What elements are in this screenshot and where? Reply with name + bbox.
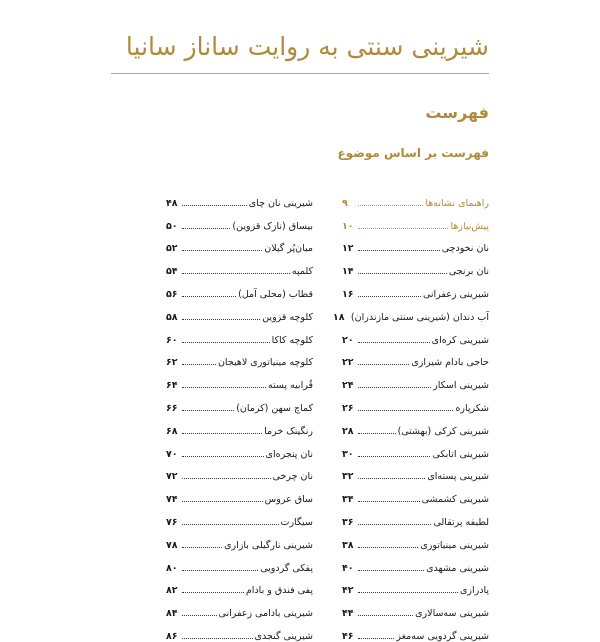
toc-leader-dots [358,296,421,297]
toc-entry[interactable] [166,209,313,232]
toc-entry-page: ۳۰ [342,448,354,460]
toc-entry-label: کلوچه کاکا [271,334,313,346]
toc-entry-label: قطاب (محلی آمل) [238,288,313,300]
toc-entry-label: کلوچه قزوین [262,311,313,323]
toc-entry[interactable] [342,596,489,619]
toc-entry-label: میان‌پُر گیلان [264,243,313,255]
toc-entry-page: ۵۰ [166,220,178,232]
toc-entry-label: قُرابیه پسته [267,380,313,392]
toc-entry[interactable] [166,596,313,619]
toc-entry-label: شیرینی کشمشی [421,494,489,506]
toc-entry[interactable] [342,209,489,232]
toc-entry-page: ۶۰ [166,334,178,346]
toc-entry[interactable] [342,391,489,414]
toc-entry-label: نان برنجی [448,266,489,278]
toc-entry[interactable] [166,254,313,277]
toc-leader-dots [358,205,423,206]
toc-entry-label: نان نخودچی [441,243,489,255]
toc-entry[interactable] [342,414,489,437]
toc-leader-dots [358,547,418,548]
toc-entry-label: شیرینی کرکی (بهشتی) [397,425,489,437]
toc-entry-page: ۱۸ [332,311,345,323]
toc-leader-dots [182,478,271,479]
title-divider [111,73,489,74]
toc-entry[interactable] [342,186,489,209]
toc-leader-dots [358,250,440,251]
toc-entry-label: حاجی بادام شیرازی [411,357,489,369]
toc-entry[interactable] [342,551,489,574]
toc-entry-label: رنگینک خرما [264,425,313,437]
toc-entry-page: ۸۲ [166,585,178,597]
toc-leader-dots [182,501,263,502]
toc-leader-dots [182,205,247,206]
toc-entry-page: ۱۶ [342,288,354,300]
toc-entry[interactable] [166,414,313,437]
toc-entry-label: پادرازی [459,585,489,597]
toc-entry[interactable] [166,300,313,323]
toc-column-right [332,186,489,642]
toc-leader-dots [358,410,453,411]
toc-entry-page: ۹ [342,197,348,209]
toc-entry[interactable] [166,186,313,209]
toc-leader-dots [358,387,431,388]
toc-entry-label: شیرینی نارگیلی بازاری [224,539,313,551]
toc-entry-page: ۴۲ [342,585,354,597]
toc-leader-dots [358,433,396,434]
toc-entry-page: ۷۰ [166,448,178,460]
toc-entry-label: سیگارت [280,516,313,528]
toc-entry-page: ۶۶ [166,402,178,414]
index-heading: فهرست [425,103,489,122]
toc-leader-dots [358,273,447,274]
toc-leader-dots [358,456,430,457]
toc-entry-page: ۱۲ [342,243,354,255]
toc-entry-label: شیرینی کره‌ای [431,334,489,346]
toc-entry-page: ۴۴ [342,608,354,620]
toc-leader-dots [358,364,409,365]
toc-leader-dots [182,456,264,457]
toc-entry-label: شیرینی گنجدی [254,630,313,642]
toc-leader-dots [358,615,413,616]
toc-leader-dots [182,592,244,593]
toc-entry[interactable] [342,232,489,255]
subject-index-heading: فهرست بر اساس موضوع [337,146,489,160]
toc-leader-dots [182,410,234,411]
toc-entry[interactable] [166,482,313,505]
toc-entry[interactable] [342,254,489,277]
toc-entry-page: ۴۸ [166,197,178,209]
toc-entry-label: کلمپه [291,266,313,278]
toc-entry[interactable] [342,368,489,391]
toc-leader-dots [358,501,420,502]
toc-entry-label: ساق عروس [264,494,313,506]
toc-entry[interactable] [342,528,489,551]
toc-leader-dots [358,524,431,525]
toc-entry-page: ۴۰ [342,562,354,574]
toc-entry-label: شیرینی نان چای [248,197,313,209]
toc-entry[interactable] [342,437,489,460]
toc-entry-page: ۲۶ [342,402,354,414]
toc-entry-label: پیش‌نیازها [450,220,489,232]
toc-entry-page: ۵۸ [166,311,178,323]
toc-entry-label: شیرینی مینیاتوری [420,539,489,551]
toc-entry-label: شیرینی زعفرانی [422,288,489,300]
toc-entry-page: ۳۸ [342,539,354,551]
toc-entry-label: بیساق (نازک قزوین) [232,220,313,232]
toc-entry[interactable] [342,346,489,369]
toc-entry-page: ۵۴ [166,266,178,278]
toc-entry[interactable] [166,368,313,391]
toc-entry-page: ۴۶ [342,630,354,642]
toc-entry[interactable] [166,323,313,346]
toc-entry[interactable] [166,437,313,460]
toc-entry[interactable] [166,232,313,255]
toc-leader-dots [182,638,253,639]
toc-leader-dots [182,228,230,229]
toc-leader-dots [182,364,216,365]
toc-entry[interactable] [342,323,489,346]
toc-entry[interactable] [166,277,313,300]
toc-entry-page: ۷۶ [166,516,178,528]
toc-leader-dots [182,387,266,388]
toc-entry-page: ۵۶ [166,288,178,300]
toc-entry-label: پفی فندق و بادام [245,585,313,597]
toc-leader-dots [358,228,448,229]
toc-entry-label: شیرینی بادامی زعفرانی [218,608,313,620]
toc-leader-dots [358,592,458,593]
toc-leader-dots [182,273,290,274]
toc-leader-dots [182,296,236,297]
toc-leader-dots [182,319,260,320]
toc-leader-dots [358,342,430,343]
toc-entry[interactable] [342,460,489,483]
toc-entry-label: کلوچه مینیاتوری لاهیجان [217,357,313,369]
toc-entry-page: ۲۸ [342,425,354,437]
toc-entry[interactable] [166,619,313,642]
toc-entry-page: ۳۶ [342,516,354,528]
toc-leader-dots [182,433,262,434]
toc-entry-page: ۳۴ [342,494,354,506]
toc-entry-label: شکرپاره [455,402,489,414]
toc-entry-page: ۲۲ [342,357,354,369]
toc-entry[interactable] [166,505,313,528]
toc-entry-page: ۶۴ [166,380,178,392]
toc-entry-page: ۶۸ [166,425,178,437]
toc-leader-dots [182,547,222,548]
toc-entry-label: شیرینی مشهدی [426,562,489,574]
toc-entry-label: نان چرخی [272,471,313,483]
toc-entry-page: ۱۴ [342,266,354,278]
toc-entry-label: پفکی گردویی [260,562,313,574]
toc-entry[interactable] [166,460,313,483]
toc-entry-page: ۱۰ [342,220,354,232]
toc-leader-dots [358,638,394,639]
toc-leader-dots [182,524,279,525]
toc-entry[interactable] [166,528,313,551]
toc-entry-page: ۸۴ [166,608,178,620]
toc-entry-page: ۲۴ [342,380,354,392]
toc-leader-dots [182,615,217,616]
toc-entry-label: شیرینی اسکار [433,380,489,392]
toc-entry-label: آب دندان (شیرینی سنتی مازندران) [350,311,489,323]
toc-entry[interactable] [166,391,313,414]
toc-leader-dots [182,250,262,251]
toc-entry-page: ۸۶ [166,630,178,642]
toc-leader-dots [358,478,425,479]
toc-entry-label: شیرینی گردویی سه‌مغز [396,630,489,642]
toc-entry-label: شیرینی اتابکی [432,448,489,460]
page-title: شیرینی سنتی به روایت ساناز سانیا [125,32,489,61]
toc-entry-page: ۲۰ [342,334,354,346]
toc-entry[interactable] [342,277,489,300]
toc-entry[interactable] [166,574,313,597]
toc-entry[interactable] [342,505,489,528]
toc-entry-page: ۷۲ [166,471,178,483]
toc-entry[interactable] [342,574,489,597]
toc-entry-label: راهنمای نشانه‌ها [425,197,489,209]
toc-entry-page: ۳۲ [342,471,354,483]
toc-entry-page: ۶۲ [166,357,178,369]
toc-entry[interactable] [332,300,489,323]
toc-entry[interactable] [166,551,313,574]
toc-leader-dots [182,570,258,571]
toc-entry-label: لطیفه پرتقالی [433,516,489,528]
toc-column-left [166,186,313,642]
toc-entry-page: ۷۸ [166,539,178,551]
toc-leader-dots [182,342,270,343]
toc-entry-label: کماچ سهن (کرمان) [236,402,313,414]
toc-entry[interactable] [342,482,489,505]
toc-entry[interactable] [342,619,489,642]
toc-entry-page: ۷۴ [166,494,178,506]
toc-entry-page: ۵۲ [166,243,178,255]
toc-entry-label: شیرینی سه‌سالاری [415,608,489,620]
toc-entry-label: نان پنجره‌ای [265,448,313,460]
toc-entry-page: ۸۰ [166,562,178,574]
toc-entry[interactable] [166,346,313,369]
toc-leader-dots [358,570,424,571]
toc-entry-label: شیرینی پسته‌ای [427,471,489,483]
